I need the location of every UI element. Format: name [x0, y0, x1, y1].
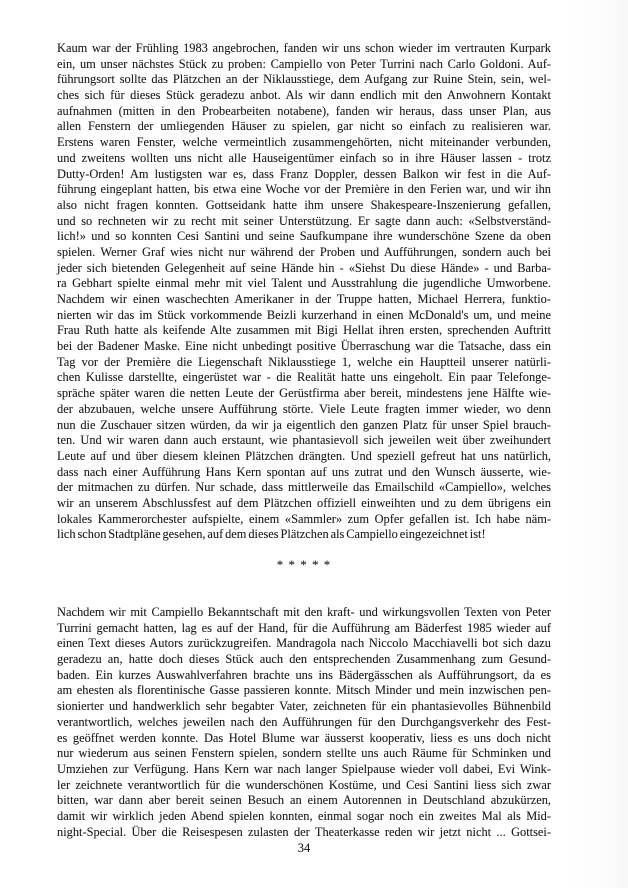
text-line: lich schon Stadtpläne gesehen, auf dem dieses Plätzchen als Campiello eingezeichnet ist! — [57, 527, 486, 542]
text-line: spräche später waren die netten Leute der Gerüstfirma aber bereit, mindestens jene Hälfte wie- — [57, 386, 551, 401]
text-line: ten. Und wir waren dann auch erstaunt, wie phantasievoll sich jeweilen weit über zweihundert — [57, 433, 551, 448]
paragraph-1 — [57, 41, 551, 543]
text-line: nierten wir das im Stück vorkommende Beizli kurzerhand in einen McDonald's um, und meine — [57, 307, 551, 322]
text-line: der abzubauen, welche unsere Aufführung störte. Viele Leute fragten immer wieder, wo denn — [57, 401, 551, 416]
page-text-block — [57, 41, 551, 855]
section-separator: * * * * * — [276, 557, 332, 572]
text-line: aufnahmen (mitten in den Probearbeiten notabene), fanden wir heraus, dass unser Plan, aus — [57, 103, 551, 118]
text-line: spielen. Werner Graf wies nicht nur während der Proben und Aufführungen, sondern auch bei — [57, 244, 551, 259]
text-line: es geöffnet werden konnte. Das Hotel Blume war äusserst kooperativ, liess es uns doch nicht — [57, 730, 551, 745]
text-line: führung eingeplant hatten, bis etwa eine Woche vor der Première in den Ferien war, und wir ihn — [57, 182, 551, 197]
text-line: allen Fenstern der umliegenden Häuser zu spielen, gar nicht so einfach zu realisieren war. — [57, 119, 551, 134]
text-line: Nachdem wir einen waschechten Amerikaner in der Truppe hatten, Michael Herrera, funktio- — [57, 292, 551, 306]
text-line: Dutty-Orden! Am lustigsten war es, dass Franz Doppler, dessen Balkon wir fest in die Auf- — [57, 166, 551, 181]
text-line: führungsort sollte das Plätzchen an der Niklausstiege, dem Aufgang zur Ruine Stein, sein, wel- — [57, 72, 551, 87]
text-line: damit wir wirklich jeden Abend spielen konnten, einmal sogar noch ein zweites Mal als Mid- — [57, 808, 551, 823]
text-line: der mitmachen zu dürfen. Nur schade, dass mittlerweile das Emailschild «Campiello», welches — [57, 480, 551, 495]
text-line: lokales Kammerorchester aufspielte, einem «Sammler» zum Opfer gefallen ist. Ich habe näm- — [57, 511, 551, 526]
page-number: 34 — [297, 841, 311, 856]
text-line: lich!» und so konnten Cesi Santini und seine Saufkumpane ihre wunderschöne Szene da oben — [57, 229, 551, 244]
text-line: jeder sich bietenden Gelegenheit auf seine Hände hin - «Siehst Du diese Hände» - und Barba- — [57, 260, 551, 275]
text-line: Leute auf und über diesem kleinen Plätzchen drängten. Und speziell gefreut hat uns natürlich, — [57, 448, 551, 463]
text-line: Frau Ruth hatte als keifende Alte zusammen mit Bigi Hellat ihren ersten, sprechenden Auftritt — [57, 323, 551, 338]
text-line: verantwortlich, welches jeweilen nach den Aufführungen für den Durchgangsverkehr des Fest- — [57, 714, 551, 729]
text-line: ra Gebhart spielte einmal mehr mit viel Talent und Ausstrahlung die jugendliche Umworbene. — [57, 276, 551, 291]
text-line: sionierter und handwerklich sehr begabter Vater, zeichneten für ein phantasievolles Bühnenbild — [57, 699, 551, 714]
text-line: bei der Badener Maske. Eine nicht unbedingt positive Überraschung war die Tatsache, dass ein — [57, 339, 551, 354]
text-line: und zweitens wollten uns nicht alle Hauseigentümer einfach so in ihre Häuser lassen - trotz — [57, 150, 551, 165]
text-line: night-Special. Über die Reisespesen zulasten der Theaterkasse reden wir jetzt nicht ... Gottsei- — [57, 824, 551, 839]
text-line: also nicht fragen konnten. Gottseidank hatte ihm unsere Shakespeare-Inszenierung gefallen, — [57, 197, 551, 212]
text-line: Umziehen zur Verfügung. Hans Kern war nach langer Spielpause wieder voll dabei, Evi Wink- — [57, 761, 551, 776]
paragraph-2 — [57, 605, 551, 840]
text-line: Erstens waren Fenster, welche vermeintlich zusammengehörten, nicht miteinander verbunden, — [57, 135, 551, 150]
text-line: Kaum war der Frühling 1983 angebrochen, fanden wir uns schon wieder im vertrauten Kurpark — [57, 41, 551, 55]
text-line: geradezu an, hatte doch dieses Stück auch den entsprechenden Zusammenhang zum Gesund- — [57, 652, 551, 667]
text-line: chen Kulisse darstellte, eingerüstet war - die Realität hatte uns eingeholt. Ein paar Telefonge- — [57, 370, 551, 385]
text-line: baden. Ein kurzes Auswahlverfahren brachte uns ins Bädergässchen als Aufführungsort, da es — [57, 667, 551, 682]
text-line: und so rechneten wir zu recht mit seiner Unterstützung. Er sagte dann auch: «Selbstverständ- — [57, 213, 551, 228]
text-line: wir an unserem Abschlussfest auf dem Plätzchen offiziell einweihten und zu dem übrigens ein — [57, 495, 551, 510]
text-line: einen Text dieses Autors zurückzugreifen. Mandragola nach Niccolo Macchiavelli bot sich dazu — [57, 636, 551, 651]
text-line: dass nach einer Aufführung Hans Kern spontan auf uns zutrat und den Wunsch äusserte, wie- — [57, 464, 551, 479]
text-line: ches sich für dieses Stück geradezu anbot. Als wir dann endlich mit den Anwohnern Kontakt — [57, 88, 551, 103]
text-line: Tag vor der Première die Liegenschaft Niklausstiege 1, welche ein Hauptteil unserer natürli- — [57, 354, 551, 369]
text-line: ler zeichnete verantwortlich für die wunderschönen Kostüme, und Cesi Santini liess sich zwar — [57, 777, 551, 792]
text-line: am ehesten als florentinische Gasse passieren konnte. Mitsch Minder und mein inzwischen pen- — [57, 683, 551, 698]
text-line: bitten, war dann aber bereit seinen Besuch an einem Autorennen in Deutschland abzukürzen, — [57, 793, 551, 808]
text-line: ein, um unser nächstes Stück zu proben: Campiello von Peter Turrini nach Carlo Goldoni. Auf- — [57, 56, 551, 71]
text-line: Turrini gemacht hatten, lag es auf der Hand, für die Aufführung am Bäderfest 1985 wieder auf — [57, 620, 551, 635]
text-line: nun die Zuschauer sitzen würden, da wir ja eigentlich den ganzen Platz für unser Spiel brauch- — [57, 417, 551, 432]
text-line: Nachdem wir mit Campiello Bekanntschaft mit den kraft- und wirkungsvollen Texten von Peter — [57, 605, 551, 619]
text-line: nur wiederum aus seinen Fenstern spielen, sondern stellte uns auch Räume für Schminken und — [57, 746, 551, 761]
